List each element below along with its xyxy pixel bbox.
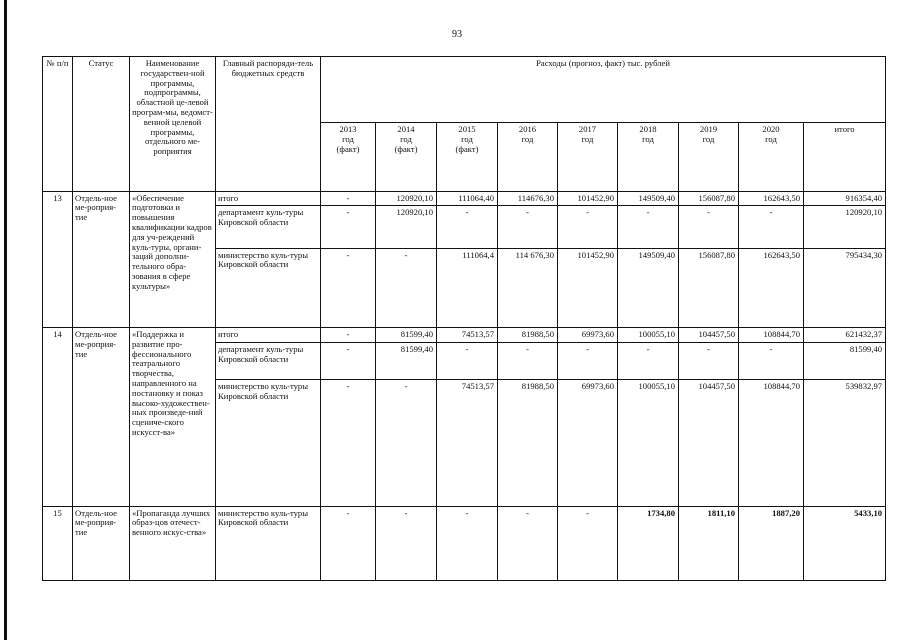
row-admin: министерство куль-туры Кировской области (216, 380, 321, 507)
value-cell: 1887,20 (739, 506, 804, 580)
value-cell: 100055,10 (618, 380, 679, 507)
header-year-2015: 2015 год (факт) (437, 123, 498, 191)
value-cell: - (321, 248, 376, 327)
value-cell: - (437, 342, 498, 379)
header-year-2016: 2016 год (498, 123, 558, 191)
value-cell: - (376, 248, 437, 327)
value-cell: 101452,90 (558, 191, 618, 206)
header-expenses: Расходы (прогноз, факт) тыс. рублей (321, 57, 886, 123)
value-cell: 621432,37 (804, 328, 886, 343)
value-cell: - (321, 328, 376, 343)
value-cell: - (321, 206, 376, 248)
value-cell: - (321, 380, 376, 507)
header-no: № п/п (43, 57, 73, 192)
value-cell: 1734,80 (618, 506, 679, 580)
value-cell: 120920,10 (376, 206, 437, 248)
header-year-2014: 2014 год (факт) (376, 123, 437, 191)
value-cell: 100055,10 (618, 328, 679, 343)
header-year-2017: 2017 год (558, 123, 618, 191)
value-cell: 120920,10 (804, 206, 886, 248)
row-admin: министерство куль-туры Кировской области (216, 506, 321, 580)
page-number: 93 (452, 29, 462, 40)
value-cell: 111064,40 (437, 191, 498, 206)
value-cell: - (558, 342, 618, 379)
value-cell: 104457,50 (679, 328, 739, 343)
value-cell: 69973,60 (558, 380, 618, 507)
row-admin: департамент куль-туры Кировской области (216, 206, 321, 248)
value-cell: 149509,40 (618, 191, 679, 206)
table-row (43, 506, 886, 580)
value-cell: 916354,40 (804, 191, 886, 206)
header-row-1 (43, 57, 886, 123)
value-cell: - (376, 506, 437, 580)
row-name: «Поддержка и развитие про-фессионального театрального творчества, направленного на постановку и показ высоко-художествен-ных произведе-ний сцениче-ского искусст-ва» (130, 328, 216, 507)
value-cell: 69973,60 (558, 328, 618, 343)
header-year-2013: 2013 год (факт) (321, 123, 376, 191)
value-cell: 149509,40 (618, 248, 679, 327)
value-cell: 114 676,30 (498, 248, 558, 327)
row-no: 15 (43, 506, 73, 580)
header-status: Статус (73, 57, 130, 192)
value-cell: 795434,30 (804, 248, 886, 327)
header-admin: Главный распоряди-тель бюджетных средств (216, 57, 321, 192)
value-cell: - (739, 342, 804, 379)
value-cell: - (618, 206, 679, 248)
value-cell: 108844,70 (739, 328, 804, 343)
value-cell: 104457,50 (679, 380, 739, 507)
value-cell: - (437, 206, 498, 248)
value-cell: 539832,97 (804, 380, 886, 507)
value-cell: 162643,50 (739, 248, 804, 327)
value-cell: - (558, 206, 618, 248)
value-cell: 111064,4 (437, 248, 498, 327)
row-name: «Обеспечение подготовки и повышения квалификации кадров для уч-реждений куль-туры, органи-заций дополни-тельного обра-зования в сфере культуры» (130, 191, 216, 327)
value-cell: 101452,90 (558, 248, 618, 327)
row-no: 14 (43, 328, 73, 507)
row-admin: итого (216, 328, 321, 343)
budget-table (42, 56, 886, 581)
value-cell: - (376, 380, 437, 507)
value-cell: - (558, 506, 618, 580)
table-row (43, 328, 886, 343)
value-cell: 81988,50 (498, 380, 558, 507)
header-year-2018: 2018 год (618, 123, 679, 191)
value-cell: 81599,40 (376, 342, 437, 379)
value-cell: 5433,10 (804, 506, 886, 580)
value-cell: - (437, 506, 498, 580)
value-cell: - (498, 206, 558, 248)
row-name: «Пропаганда лучших образ-цов отечест-венного искус-ства» (130, 506, 216, 580)
row-admin: итого (216, 191, 321, 206)
header-total: итого (804, 123, 886, 191)
value-cell: 120920,10 (376, 191, 437, 206)
value-cell: - (618, 342, 679, 379)
value-cell: 81599,40 (376, 328, 437, 343)
value-cell: 81988,50 (498, 328, 558, 343)
value-cell: 162643,50 (739, 191, 804, 206)
value-cell: 114676,30 (498, 191, 558, 206)
value-cell: 108844,70 (739, 380, 804, 507)
binding-margin-line (4, 0, 7, 640)
table-row (43, 191, 886, 206)
header-year-2019: 2019 год (679, 123, 739, 191)
row-status: Отдель-ное ме-роприя-тие (73, 506, 130, 580)
row-status: Отдель-ное ме-роприя-тие (73, 328, 130, 507)
value-cell: - (679, 342, 739, 379)
row-status: Отдель-ное ме-роприя-тие (73, 191, 130, 327)
value-cell: 156087,80 (679, 191, 739, 206)
value-cell: 74513,57 (437, 380, 498, 507)
value-cell: - (679, 206, 739, 248)
row-no: 13 (43, 191, 73, 327)
value-cell: - (321, 191, 376, 206)
row-admin: министерство куль-туры Кировской области (216, 248, 321, 327)
value-cell: - (739, 206, 804, 248)
value-cell: 81599,40 (804, 342, 886, 379)
value-cell: - (498, 506, 558, 580)
value-cell: - (321, 342, 376, 379)
value-cell: - (498, 342, 558, 379)
header-year-2020: 2020 год (739, 123, 804, 191)
header-name: Наименование государствен-ной программы, подпрограммы, областной це-левой програм-мы, ведомст-венной целевой программы, отдельного ме-роприятия (130, 57, 216, 192)
value-cell: 1811,10 (679, 506, 739, 580)
value-cell: 156087,80 (679, 248, 739, 327)
value-cell: - (321, 506, 376, 580)
row-admin: департамент куль-туры Кировской области (216, 342, 321, 379)
value-cell: 74513,57 (437, 328, 498, 343)
